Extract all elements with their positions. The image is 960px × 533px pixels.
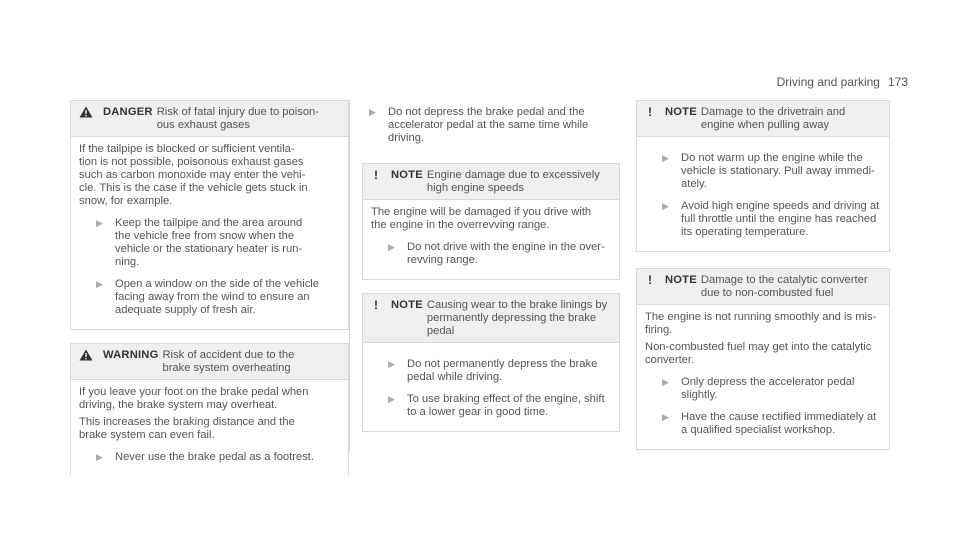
heading-text: Causing wear to the brake linings by permanently depressing the brake pedal bbox=[426, 299, 608, 337]
step-text: Never use the brake pedal as a footrest. bbox=[115, 451, 315, 463]
note-box bbox=[362, 163, 620, 280]
box-body bbox=[363, 343, 619, 431]
step-text: Do not drive with the engine in the over- revving range. bbox=[407, 241, 605, 266]
signal-word: NOTE bbox=[665, 106, 697, 118]
body-paragraph: The engine is not running smoothly and is mis- firing. bbox=[645, 311, 877, 336]
box-body bbox=[637, 137, 889, 251]
column-1 bbox=[70, 100, 349, 489]
instruction-step bbox=[79, 451, 340, 464]
signal-word: DANGER bbox=[103, 106, 153, 118]
heading-text: Damage to the catalytic converter due to non-combusted fuel bbox=[700, 274, 868, 299]
note-box bbox=[636, 100, 890, 252]
arrow-right-icon: ▶ bbox=[662, 377, 669, 387]
heading-text: Damage to the drivetrain and engine when pulling away bbox=[700, 106, 846, 131]
box-heading bbox=[637, 269, 889, 305]
body-paragraph: If the tailpipe is blocked or sufficient ventila- tion is not possible, poisonous exhaust gases such as carbon monoxide may enter the vehi- cle. This is the case if the vehicle gets stuck in snow, for example. bbox=[79, 143, 308, 207]
box-heading bbox=[363, 164, 619, 200]
exclamation-icon: ! bbox=[374, 168, 378, 182]
step-text: Do not permanently depress the brake pedal while driving. bbox=[407, 358, 598, 383]
body-paragraph: If you leave your foot on the brake pedal when driving, the brake system may overheat. bbox=[79, 386, 309, 411]
column-2 bbox=[362, 100, 620, 445]
safety-warning-box bbox=[70, 100, 349, 330]
instruction-step bbox=[645, 200, 881, 239]
step-text: Only depress the accelerator pedal slightly. bbox=[681, 376, 855, 401]
exclamation-icon: ! bbox=[648, 273, 652, 287]
step-text: Avoid high engine speeds and driving at full throttle until the engine has reached its operating temperature. bbox=[681, 200, 880, 238]
box-body bbox=[71, 380, 348, 476]
signal-word: WARNING bbox=[103, 349, 159, 361]
body-paragraph: Non-combusted fuel may get into the catalytic converter. bbox=[645, 341, 872, 366]
arrow-right-icon: ▶ bbox=[96, 452, 103, 462]
instruction-step bbox=[645, 411, 881, 437]
box-heading bbox=[71, 101, 348, 137]
signal-word: NOTE bbox=[665, 274, 697, 286]
arrow-right-icon: ▶ bbox=[96, 279, 103, 289]
box-heading bbox=[637, 101, 889, 137]
warning-triangle-icon bbox=[79, 106, 93, 118]
box-heading bbox=[71, 344, 348, 380]
arrow-right-icon: ▶ bbox=[388, 394, 395, 404]
page-number: 173 bbox=[887, 75, 908, 89]
page-header bbox=[777, 75, 908, 89]
box-body bbox=[637, 305, 889, 449]
warning-triangle-icon bbox=[79, 349, 93, 361]
body-paragraph: The engine will be damaged if you drive with the engine in the overrevving range. bbox=[371, 206, 592, 231]
instruction-step bbox=[79, 217, 340, 269]
arrow-right-icon: ▶ bbox=[662, 153, 669, 163]
instruction-step bbox=[371, 358, 611, 384]
note-box bbox=[362, 293, 620, 432]
step-text: Open a window on the side of the vehicle facing away from the wind to ensure an adequate supply of fresh air. bbox=[115, 278, 319, 316]
arrow-right-icon: ▶ bbox=[662, 412, 669, 422]
instruction-step bbox=[79, 278, 340, 317]
instruction-step bbox=[371, 393, 611, 419]
box-body bbox=[363, 200, 619, 279]
note-box bbox=[636, 268, 890, 450]
intro-steps bbox=[362, 106, 620, 145]
signal-word: NOTE bbox=[391, 299, 423, 311]
arrow-right-icon: ▶ bbox=[96, 218, 103, 228]
column-3 bbox=[636, 100, 890, 463]
arrow-right-icon: ▶ bbox=[369, 107, 376, 117]
step-text: Do not warm up the engine while the vehicle is stationary. Pull away immedi- ately. bbox=[681, 152, 875, 190]
body-paragraph: This increases the braking distance and the brake system can even fail. bbox=[79, 416, 295, 441]
heading-text: Engine damage due to excessively high engine speeds bbox=[426, 169, 600, 194]
box-heading bbox=[363, 294, 619, 343]
instruction-step bbox=[645, 376, 881, 402]
heading-text: Risk of fatal injury due to poison- ous exhaust gases bbox=[156, 106, 319, 131]
step-text: To use braking effect of the engine, shift to a lower gear in good time. bbox=[407, 393, 605, 418]
instruction-step bbox=[362, 106, 620, 145]
arrow-right-icon: ▶ bbox=[662, 201, 669, 211]
step-text: Have the cause rectified immediately at a qualified specialist workshop. bbox=[681, 411, 877, 436]
instruction-step bbox=[645, 152, 881, 191]
signal-word: NOTE bbox=[391, 169, 423, 181]
safety-warning-box bbox=[70, 343, 349, 476]
exclamation-icon: ! bbox=[374, 298, 378, 312]
step-text: Do not depress the brake pedal and the accelerator pedal at the same time while driving. bbox=[388, 106, 589, 144]
arrow-right-icon: ▶ bbox=[388, 242, 395, 252]
heading-text: Risk of accident due to the brake system overheating bbox=[162, 349, 295, 374]
instruction-step bbox=[371, 241, 611, 267]
arrow-right-icon: ▶ bbox=[388, 359, 395, 369]
exclamation-icon: ! bbox=[648, 105, 652, 119]
section-title: Driving and parking bbox=[776, 75, 880, 89]
step-text: Keep the tailpipe and the area around the vehicle free from snow when the vehicle or the stationary heater is run- ning. bbox=[115, 217, 303, 268]
box-body bbox=[71, 137, 348, 329]
